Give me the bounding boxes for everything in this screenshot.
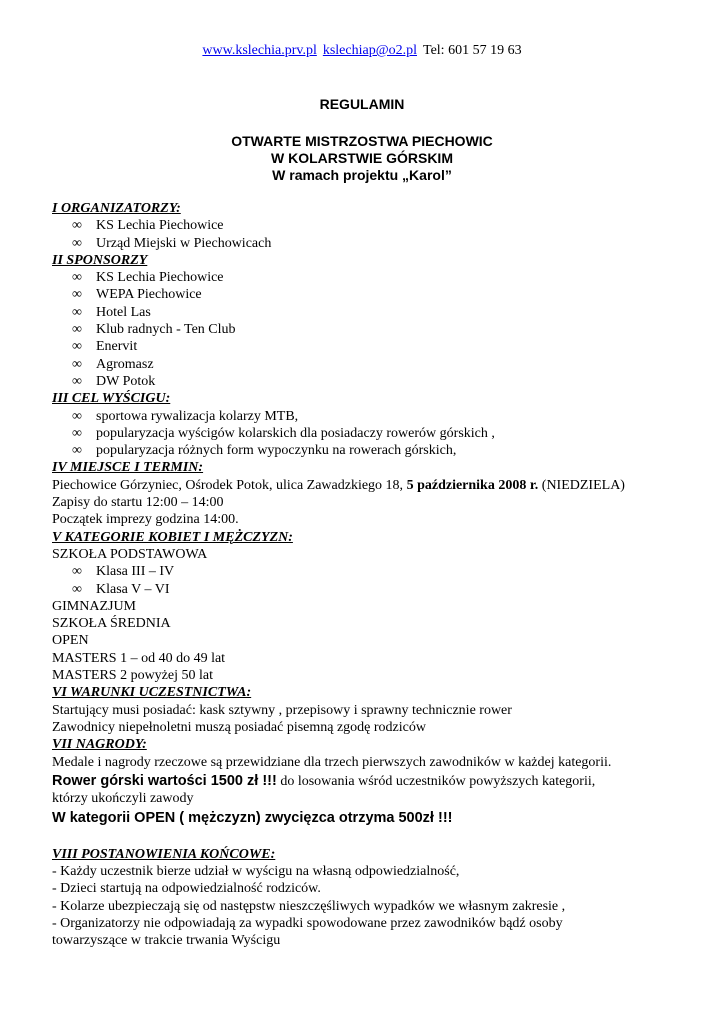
category-primary-school: SZKOŁA PODSTAWOWA: [52, 546, 208, 562]
start-time: Początek imprezy godzina 14:00.: [52, 512, 239, 528]
section-heading-organizers: I ORGANIZATORZY:: [52, 201, 181, 216]
regulations-body: [52, 200, 702, 949]
final-line: towarzyszące w trakcie trwania Wyścigu: [52, 933, 281, 949]
list-item: ∞ WEPA Piechowice: [72, 287, 202, 303]
section-heading-final: VIII POSTANOWIENIA KOŃCOWE:: [52, 846, 276, 862]
prize-line: Rower górski wartości 1500 zł !!! do losowania wśród uczestników powyższych kategorii,: [52, 772, 596, 789]
section-heading-prizes: VII NAGRODY:: [52, 737, 147, 753]
place-line: Piechowice Górzyniec, Ośrodek Potok, ulica Zawadzkiego 18, 5 października 2008 r. (NIEDZIELA): [52, 477, 625, 493]
final-line: - Każdy uczestnik bierze udział w wyścigu na własną odpowiedzialność,: [52, 863, 460, 879]
infinity-bullet-icon: ∞: [72, 443, 82, 459]
section-heading-place: IV MIEJSCE I TERMIN:: [52, 460, 204, 476]
infinity-bullet-icon: ∞: [72, 287, 82, 303]
final-line: - Organizatorzy nie odpowiadają za wypadki spowodowane przez zawodników bądź osoby: [52, 915, 563, 931]
document-title: REGULAMIN: [319, 96, 405, 112]
list-item: ∞ DW Potok: [72, 373, 156, 389]
list-item: ∞ popularyzacja wyścigów kolarskich dla posiadaczy rowerów górskich ,: [72, 425, 495, 441]
category-item: SZKOŁA ŚREDNIA: [52, 616, 171, 632]
section-heading-categories: V KATEGORIE KOBIET I MĘŻCZYZN:: [52, 529, 293, 545]
section-heading-sponsors: II SPONSORZY: [52, 252, 148, 268]
list-item: ∞ KS Lechia Piechowice: [72, 218, 224, 234]
infinity-bullet-icon: ∞: [72, 304, 82, 320]
infinity-bullet-icon: ∞: [72, 564, 82, 580]
phone-number: Tel: 601 57 19 63: [423, 43, 522, 58]
infinity-bullet-icon: ∞: [72, 356, 82, 372]
list-item: ∞ Klasa V – VI: [72, 581, 170, 597]
section-heading-goal: III CEL WYŚCIGU:: [52, 391, 171, 407]
contact-header: [0, 43, 724, 59]
final-line: - Kolarze ubezpieczają się od następstw nieszczęśliwych wypadków we własnym zakresie ,: [52, 898, 566, 914]
open-prize: W kategorii OPEN ( mężczyzn) zwycięzca otrzyma 500zł !!!: [52, 810, 453, 827]
list-item: ∞ Klub radnych - Ten Club: [72, 322, 236, 338]
list-item: ∞ Urząd Miejski w Piechowicach: [72, 235, 272, 251]
infinity-bullet-icon: ∞: [72, 339, 82, 355]
registration-time: Zapisy do startu 12:00 – 14:00: [52, 495, 224, 511]
condition-line: Zawodnicy niepełnoletni muszą posiadać pisemną zgodę rodziców: [52, 719, 426, 735]
list-item: ∞ Enervit: [72, 339, 138, 355]
infinity-bullet-icon: ∞: [72, 581, 82, 597]
list-item: ∞ KS Lechia Piechowice: [72, 270, 224, 286]
list-item: ∞ Agromasz: [72, 356, 154, 372]
sponsors-list: [52, 269, 702, 390]
event-title: OTWARTE MISTRZOSTWA PIECHOWIC: [231, 133, 493, 149]
list-item: ∞ Klasa III – IV: [72, 564, 175, 580]
infinity-bullet-icon: ∞: [72, 270, 82, 286]
event-subtitle: W KOLARSTWIE GÓRSKIM: [271, 150, 453, 166]
condition-line: Startujący musi posiadać: kask sztywny , przepisowy i sprawny technicznie rower: [52, 702, 512, 718]
category-item: MASTERS 2 powyżej 50 lat: [52, 668, 213, 684]
list-item: ∞ popularyzacja różnych form wypoczynku na rowerach górskich,: [72, 443, 457, 459]
category-item: MASTERS 1 – od 40 do 49 lat: [52, 650, 226, 666]
list-item: ∞ sportowa rywalizacja kolarzy MTB,: [72, 408, 299, 424]
list-item: ∞ Hotel Las: [72, 304, 151, 320]
category-item: OPEN: [52, 633, 89, 649]
goal-list: [52, 408, 702, 460]
infinity-bullet-icon: ∞: [72, 322, 82, 338]
section-heading-conditions: VI WARUNKI UCZESTNICTWA:: [52, 685, 252, 701]
prize-line: Medale i nagrody rzeczowe są przewidziane dla trzech pierwszych zawodników w każdej kategorii.: [52, 754, 612, 770]
infinity-bullet-icon: ∞: [72, 218, 82, 234]
event-date: 5 października 2008 r.: [406, 477, 539, 493]
email-link[interactable]: kslechiap@o2.pl: [322, 43, 417, 58]
infinity-bullet-icon: ∞: [72, 373, 82, 389]
organizers-list: [52, 217, 702, 252]
website-link[interactable]: www.kslechia.prv.pl: [202, 43, 317, 58]
prize-line: którzy ukończyli zawody: [52, 791, 194, 807]
final-line: - Dzieci startują na odpowiedzialność rodziców.: [52, 881, 321, 897]
infinity-bullet-icon: ∞: [72, 408, 82, 424]
category-item: GIMNAZJUM: [52, 598, 136, 614]
bike-prize: Rower górski wartości 1500 zł !!!: [52, 772, 277, 789]
project-title: W ramach projektu „Karol”: [272, 167, 452, 183]
infinity-bullet-icon: ∞: [72, 235, 82, 251]
infinity-bullet-icon: ∞: [72, 425, 82, 441]
